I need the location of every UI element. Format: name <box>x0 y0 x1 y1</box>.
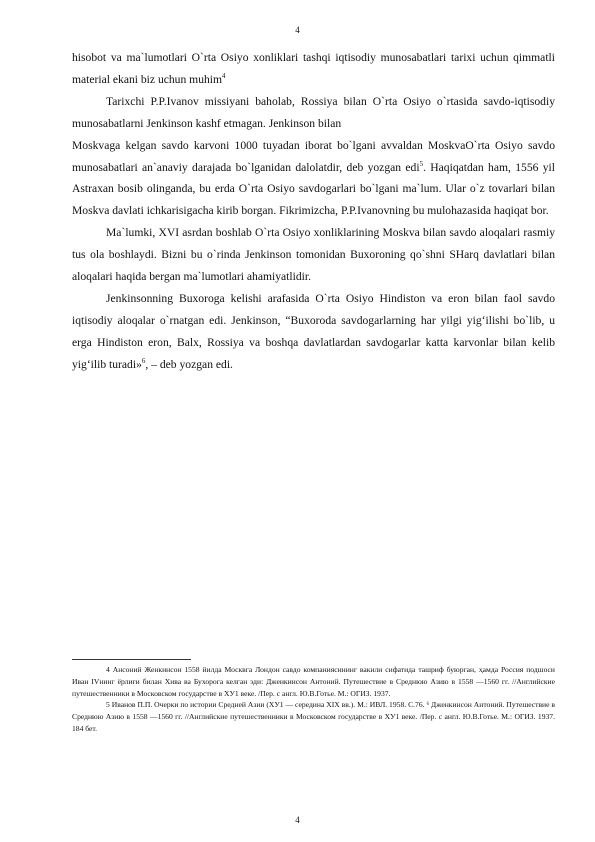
paragraph-2-continued <box>72 135 555 223</box>
paragraph-2-part-b: Moskvaga kelgan savdo karvoni 1000 tuyadan iborat bo`lgani avvaldan MoskvaO`rta Osiyo savdo munosabatlari an`anaviy darajada bo`lganidan dalolatdir, deb yozgan edi <box>72 138 555 174</box>
footnote-ref-6[interactable]: 6 <box>141 356 146 365</box>
page-number-top: 4 <box>295 25 300 35</box>
paragraph-2-part-a: Tarixchi P.P.Ivanov missiyani baholab, Rossiya bilan O`rta Osiyo o`rtasida savdo-iqtisodiy munosabatlarni Jenkinson kashf etmagan. Jenkinson bilan <box>72 94 555 130</box>
paragraph-4-part-a: Jenkinsonning Buxoroga kelishi arafasida O`rta Osiyo Hindiston va eron bilan faol savdo iqtisodiy aloqalar o`rnatgan edi. Jenkinson, “Buxoroda savdogarlarning har yilgi yig‘ilishi bo`lib, u erga Hindiston eron, Balx, Rossiya va boshqa davlatlardan savdogarlar katta karvonlar bilan kelib yig‘ilib turadi» <box>72 291 555 371</box>
footnote-ref-5[interactable]: 5 <box>419 159 424 168</box>
footnote-5: 5 Иванов П.П. Очерки по истории Средней Азии (XУ1 — середина XIX вв.). М.: ИВЛ. 1958. С.76. ⁶ Дженкинсон Антоний. Путешествие в Среднюю Азию в 1558 —1560 гг. //Английские путешественники в Московском государстве в XУ1 веке. /Пер. с англ. Ю.В.Готье. М.: ОГИЗ. 1937. 184 бет. <box>72 700 555 733</box>
paragraph-2-part-c: . Haqiqatdan ham, 1556 yil Astraxan bosib olinganda, bu erda O`rta Osiyo savdogarlari bo`lgani ma`lum. Ular o`z tovarlari bilan Moskva davlati ichkarisigacha kirib borgan. Fikrimizcha, P.P.Ivanovning bu mulohazasida haqiqat bor. <box>72 160 555 218</box>
footnote-4: 4 Ансоний Женкинсон 1558 йилда Москвга Лондон савдо компаниясининг вакили сифатида ташриф буюрган, ҳамда Россия подшоси Иван IVнинг ёрлиғи билан Хива ва Бухорога келган эди: Дженкинсон Антоний. Путешествие в Среднюю Азию в 1558 —1560 гг. //Английские путешественники в Московском государстве в XУ1 веке. /Пер. с англ. Ю.В.Готье. М.: ОГИЗ. 1937. <box>72 665 555 698</box>
body-text <box>72 47 555 376</box>
footnote-divider <box>72 659 191 660</box>
footnotes <box>72 664 555 735</box>
paragraph-1-text: hisobot va ma`lumotlari O`rta Osiyo xonliklari tashqi iqtisodiy munosabatlari tarixi uchun qimmatli material ekani biz uchun muhim <box>72 51 555 86</box>
paragraph-4 <box>72 288 555 376</box>
paragraph-1 <box>72 47 555 91</box>
paragraph-3: Ma`lumki, XVI asrdan boshlab O`rta Osiyo xonliklarining Moskva bilan savdo aloqalari rasmiy tus ola boshlaydi. Bizni bu o`rinda Jenkinson tomonidan Buxoroning qo`shni SHarq davlatlari bilan aloqalari haqida bergan ma`lumotlari ahamiyatlidir. <box>72 226 555 284</box>
paragraph-4-part-b: , – deb yozgan edi. <box>145 357 233 371</box>
paragraph-2 <box>72 91 555 135</box>
footnote-ref-4[interactable]: 4 <box>222 72 226 81</box>
page-number-bottom: 4 <box>295 815 300 825</box>
